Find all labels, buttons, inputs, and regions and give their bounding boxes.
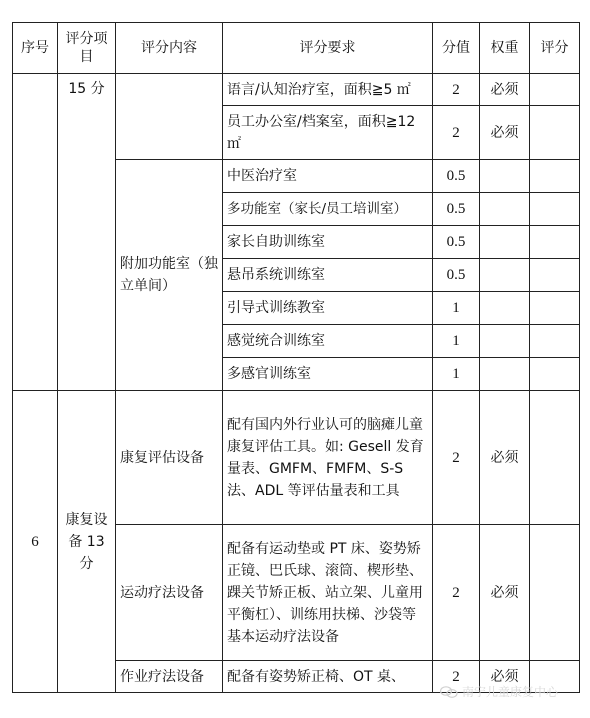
header-weight: 权重 xyxy=(480,23,530,74)
header-score: 分值 xyxy=(433,23,480,74)
requirement-cell: 多感官训练室 xyxy=(223,358,433,391)
rating-cell[interactable] xyxy=(530,106,580,160)
wechat-icon xyxy=(440,686,458,698)
weight-cell xyxy=(480,325,530,358)
requirement-cell: 引导式训练教室 xyxy=(223,292,433,325)
rating-cell[interactable] xyxy=(530,226,580,259)
content-cell-empty xyxy=(116,74,223,160)
requirement-cell: 配有国内外行业认可的脑瘫儿童康复评估工具。如: Gesell 发育量表、GMFM、FMFM、S-S 法、ADL 等评估量表和工具 xyxy=(223,391,433,525)
score-cell: 0.5 xyxy=(433,160,480,193)
weight-cell xyxy=(480,226,530,259)
rating-cell[interactable] xyxy=(530,292,580,325)
table-row xyxy=(13,391,580,525)
scoring-table xyxy=(12,22,580,693)
content-cell: 作业疗法设备 xyxy=(116,661,223,693)
header-rating: 评分 xyxy=(530,23,580,74)
requirement-cell: 多功能室（家长/员工培训室） xyxy=(223,193,433,226)
score-cell: 2 xyxy=(433,106,480,160)
weight-cell: 必须 xyxy=(480,74,530,106)
requirement-cell: 中医治疗室 xyxy=(223,160,433,193)
weight-cell xyxy=(480,193,530,226)
watermark xyxy=(440,683,558,700)
rating-cell[interactable] xyxy=(530,160,580,193)
rating-cell[interactable] xyxy=(530,193,580,226)
score-cell: 2 xyxy=(433,391,480,525)
score-cell: 0.5 xyxy=(433,193,480,226)
watermark-text: 南宁儿童康复中心 xyxy=(462,685,559,699)
rating-cell[interactable] xyxy=(530,525,580,661)
weight-cell: 必须 xyxy=(480,106,530,160)
score-cell: 2 xyxy=(433,661,480,693)
weight-cell: 必须 xyxy=(480,525,530,661)
requirement-cell: 配备有运动垫或 PT 床、姿势矫正镜、巴氏球、滚筒、楔形垫、踝关节矫正板、站立架、儿童用平衡杠）、训练用扶梯、沙袋等基本运动疗法设备 xyxy=(223,525,433,661)
weight-cell xyxy=(480,160,530,193)
requirement-cell: 配备有姿势矫正椅、OT 桌、 xyxy=(223,661,433,693)
weight-cell: 必须 xyxy=(480,391,530,525)
rating-cell[interactable] xyxy=(530,391,580,525)
header-requirement: 评分要求 xyxy=(223,23,433,74)
rating-cell[interactable] xyxy=(530,74,580,106)
requirement-cell: 感觉统合训练室 xyxy=(223,325,433,358)
weight-cell: 必须 xyxy=(480,661,530,693)
header-row xyxy=(13,23,580,74)
header-seq: 序号 xyxy=(13,23,58,74)
content-cell-additional-rooms: 附加功能室（独立单间） xyxy=(116,160,223,391)
score-cell: 0.5 xyxy=(433,259,480,292)
score-cell: 0.5 xyxy=(433,226,480,259)
rating-cell[interactable] xyxy=(530,358,580,391)
requirement-cell: 家长自助训练室 xyxy=(223,226,433,259)
seq-cell-empty xyxy=(13,74,58,391)
score-cell: 2 xyxy=(433,525,480,661)
content-cell: 运动疗法设备 xyxy=(116,525,223,661)
score-cell: 1 xyxy=(433,358,480,391)
score-cell: 1 xyxy=(433,325,480,358)
weight-cell xyxy=(480,259,530,292)
header-content: 评分内容 xyxy=(116,23,223,74)
seq-cell: 6 xyxy=(13,391,58,693)
table-row xyxy=(13,74,580,106)
rating-cell[interactable] xyxy=(530,259,580,292)
rating-cell[interactable] xyxy=(530,325,580,358)
requirement-cell: 语言/认知治疗室，面积≧5 ㎡ xyxy=(223,74,433,106)
score-cell: 2 xyxy=(433,74,480,106)
weight-cell xyxy=(480,292,530,325)
item-cell-equipment: 康复设备 13 分 xyxy=(58,391,116,693)
requirement-cell: 悬吊系统训练室 xyxy=(223,259,433,292)
content-cell: 康复评估设备 xyxy=(116,391,223,525)
item-cell-facility: 15 分 xyxy=(58,74,116,391)
weight-cell xyxy=(480,358,530,391)
header-item: 评分项目 xyxy=(58,23,116,74)
score-cell: 1 xyxy=(433,292,480,325)
requirement-cell: 员工办公室/档案室，面积≧12 ㎡ xyxy=(223,106,433,160)
